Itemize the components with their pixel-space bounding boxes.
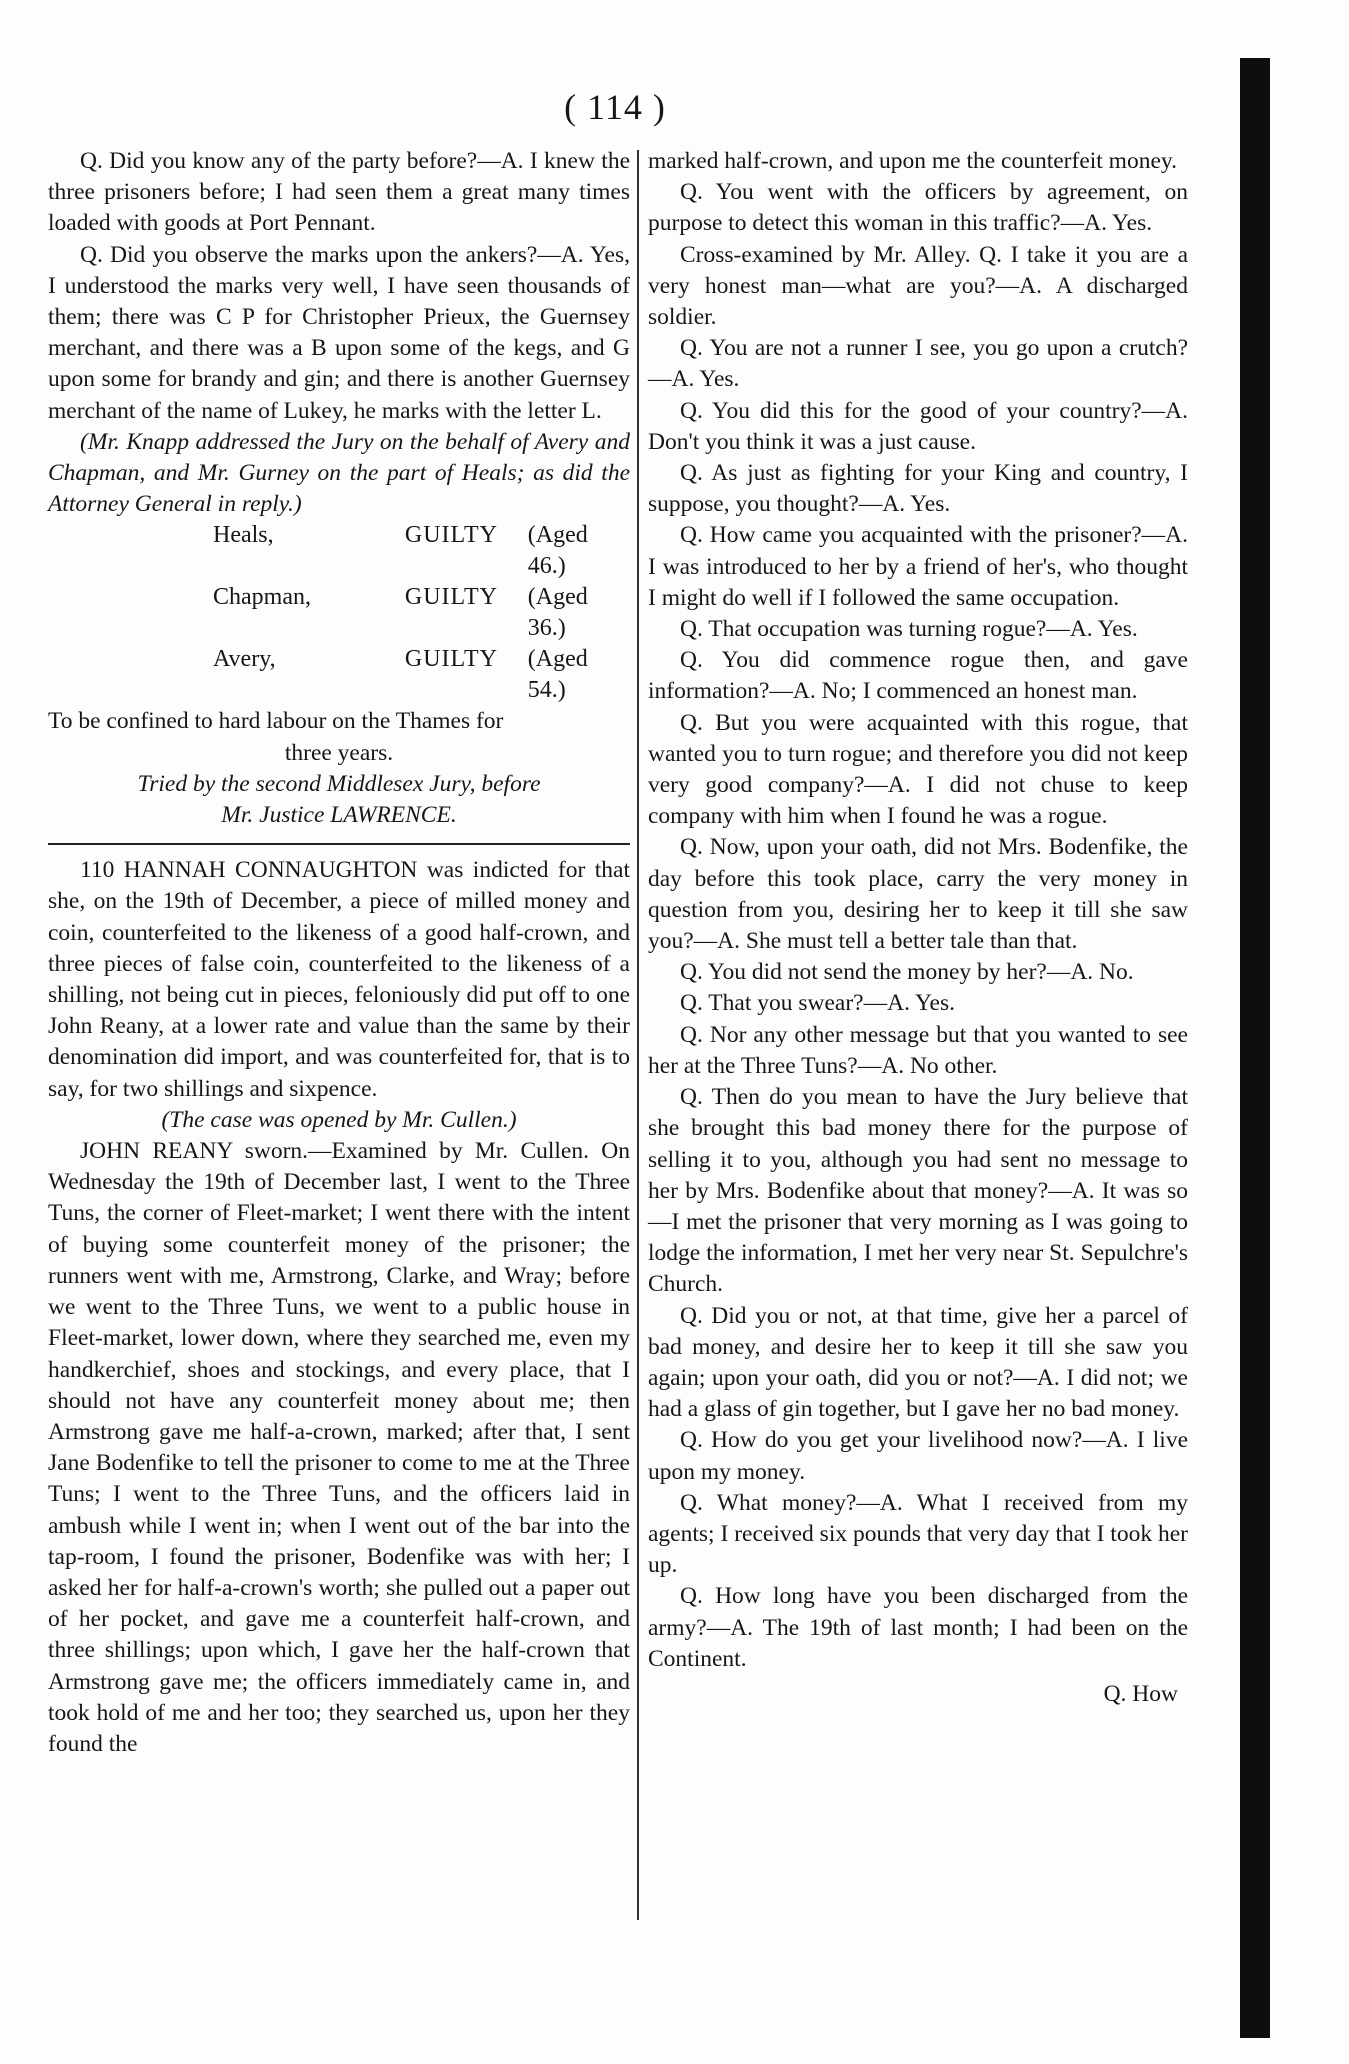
- qa-paragraph: Q. What money?—A. What I received from my agents; I received six pounds that very day that I took her up.: [648, 1489, 1188, 1579]
- sentence-line: three years.: [284, 739, 394, 766]
- right-column: [648, 146, 1188, 1710]
- qa-paragraph: Q. That you swear?—A. Yes.: [680, 990, 956, 1017]
- verdict: GUILTY: [404, 584, 498, 611]
- cross-examination: Cross-examined by Mr. Alley. Q. I take it you are a very honest man—what are you?—A. A discharged soldier.: [648, 241, 1188, 331]
- page-edge-shadow: [1240, 58, 1270, 2038]
- qa-paragraph: Q. You are not a runner I see, you go upon a crutch?—A. Yes.: [648, 335, 1188, 393]
- qa-paragraph: Q. But you were acquainted with this rogue, that wanted you to turn rogue; and therefore you did not keep very good company?—A. I did not chuse to keep company with him when I found he was a rogue.: [648, 709, 1188, 830]
- qa-paragraph: Q. How came you acquainted with the prisoner?—A. I was introduced to her by a friend of her's, who thought I might do well if I followed the same occupation.: [648, 522, 1188, 611]
- verdict: GUILTY: [404, 646, 498, 673]
- qa-paragraph: Q. Did you know any of the party before?—A. I knew the three prisoners before; I had seen them a great many times loaded with goods at Port Pennant.: [48, 148, 630, 237]
- verdict: GUILTY: [404, 522, 498, 549]
- qa-paragraph: Q. Did you observe the marks upon the ankers?—A. Yes, I understood the marks very well, I have seen thousands of them; there was C P for Christopher Prieux, the Guernsey merchant, and there was a B upon some of the kegs, and G upon some for brandy and gin; and there is another Guernsey merchant of the name of Lukey, he marks with the letter L.: [48, 241, 630, 424]
- qa-paragraph: Q. You did this for the good of your country?—A. Don't you think it was a just cause.: [648, 397, 1188, 455]
- qa-paragraph: Q. You did commence rogue then, and gave information?—A. No; I commenced an honest man.: [648, 647, 1188, 705]
- sentence-line: To be confined to hard labour on the Thames for: [48, 708, 504, 735]
- qa-paragraph: Q. Then do you mean to have the Jury believe that she brought this bad money there for the purpose of selling it to you, although you had sent no message to her by Mrs. Bodenfike about that money?—A. It was so—I met the prisoner that very morning as I was going to lodge the information, I met her very near St. Sepulchre's Church.: [648, 1084, 1188, 1298]
- qa-paragraph: Q. Did you or not, at that time, give her a parcel of bad money, and desire her to keep it till she saw you again; upon your oath, did you or not?—A. I did not; we had a glass of gin together, but I gave her no bad money.: [648, 1302, 1188, 1423]
- catchword: Q. How: [1103, 1680, 1178, 1707]
- defendant-age: (Aged 36.): [527, 584, 588, 642]
- defendant-name: Avery,: [213, 646, 276, 673]
- case-indictment: 110 HANNAH CONNAUGHTON was indicted for that she, on the 19th of December, a piece of milled money and coin, counterfeited to the likeness of a good half-crown, and three pieces of false coin, counterfeited to the likeness of a shilling, not being cut in pieces, feloniously did put off to one John Reany, at a lower rate and value than the same by their denomination did import, and was counterfeited for, that is to say, for two shillings and sixpence.: [48, 857, 630, 1102]
- judge-line: Mr. Justice LAWRENCE.: [221, 802, 457, 829]
- case-opened-note: (The case was opened by Mr. Cullen.): [161, 1106, 517, 1133]
- qa-paragraph: Q. Nor any other message but that you wanted to see her at the Three Tuns?—A. No other.: [648, 1021, 1188, 1079]
- qa-paragraph: Q. As just as fighting for your King and country, I suppose, you thought?—A. Yes.: [648, 460, 1188, 518]
- qa-paragraph: Q. That occupation was turning rogue?—A. Yes.: [680, 616, 1138, 643]
- qa-paragraph: Q. You did not send the money by her?—A. No.: [680, 959, 1134, 986]
- section-rule: [48, 843, 630, 845]
- defendant-name: Heals,: [213, 522, 274, 549]
- left-column: [48, 146, 630, 1760]
- qa-paragraph: Q. You went with the officers by agreement, on purpose to detect this woman in this traffic?—A. Yes.: [648, 179, 1188, 237]
- qa-paragraph: Q. Now, upon your oath, did not Mrs. Bodenfike, the day before this took place, carry the very money in question from you, desiring her to keep it till she saw you?—A. She must tell a better tale than that.: [648, 834, 1188, 955]
- verdict-row: [48, 644, 630, 706]
- address-note: (Mr. Knapp addressed the Jury on the behalf of Avery and Chapman, and Mr. Gurney on the part of Heals; as did the Attorney General in reply.): [48, 428, 630, 518]
- qa-paragraph: marked half-crown, and upon me the counterfeit money.: [648, 148, 1177, 174]
- witness-testimony: JOHN REANY sworn.—Examined by Mr. Cullen. On Wednesday the 19th of December last, I went to the Three Tuns, the corner of Fleet-market; I went there with the intent of buying some counterfeit money of the prisoner; the runners went with me, Armstrong, Clarke, and Wray; before we went to the Three Tuns, we went to a public house in Fleet-market, lower down, where they searched me, even my handkerchief, shoes and stockings, and every place, that I should not have any counterfeit money about me; then Armstrong gave me half-a-crown, marked; after that, I sent Jane Bodenfike to tell the prisoner to come to me at the Three Tuns; I went to the Three Tuns, and the officers laid in ambush while I went in; when I went out of the bar into the tap-room, I found the prisoner, Bodenfike was with her; I asked her for half-a-crown's worth; she pulled out a paper out of her pocket, and gave me a counterfeit half-crown, and three shillings; upon which, I gave her the half-crown that Armstrong gave me; the officers immediately came in, and took hold of me and her too; they searched us, upon her they found the: [48, 1138, 630, 1757]
- tried-by-line: Tried by the second Middlesex Jury, before: [137, 770, 541, 797]
- defendant-name: Chapman,: [213, 584, 311, 611]
- verdict-row: [48, 520, 630, 582]
- qa-paragraph: Q. How long have you been discharged from the army?—A. The 19th of last month; I had been on the Continent.: [648, 1583, 1188, 1672]
- qa-paragraph: Q. How do you get your livelihood now?—A. I live upon my money.: [648, 1427, 1188, 1485]
- column-divider: [637, 150, 639, 1920]
- defendant-age: (Aged 54.): [527, 646, 588, 704]
- page-number: ( 114 ): [564, 87, 666, 127]
- verdict-row: [48, 582, 630, 644]
- defendant-age: (Aged 46.): [527, 522, 588, 580]
